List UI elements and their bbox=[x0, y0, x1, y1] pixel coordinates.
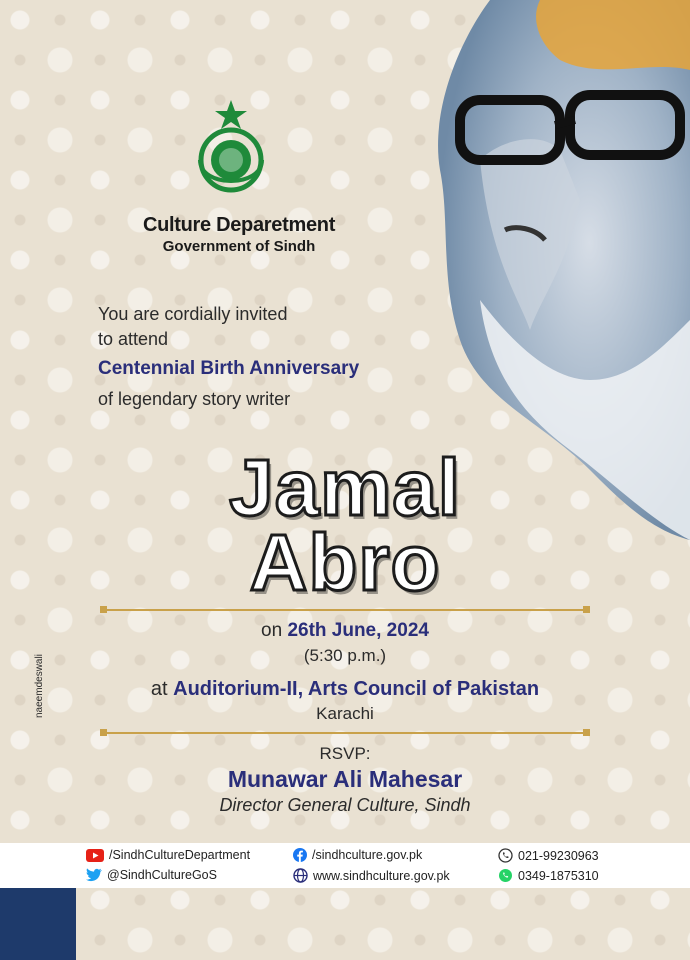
phone-number: 021-99230963 bbox=[518, 848, 599, 863]
facebook-icon bbox=[293, 848, 307, 862]
event-date: 26th June, 2024 bbox=[287, 620, 429, 641]
whatsapp-icon bbox=[498, 868, 513, 883]
whatsapp-number: 0349-1875310 bbox=[518, 868, 599, 883]
honoree-first-name: Jamal bbox=[229, 443, 461, 532]
globe-icon bbox=[293, 868, 308, 883]
rsvp-name: Munawar Ali Mahesar bbox=[227, 766, 463, 792]
invite-line-4: of legendary story writer bbox=[98, 389, 291, 409]
honoree-last-name: Abro bbox=[249, 518, 441, 607]
org-subtitle: Government of Sindh bbox=[162, 238, 316, 255]
youtube-handle: /SindhCultureDepartment bbox=[109, 848, 251, 862]
event-venue-line bbox=[0, 678, 690, 701]
footer bbox=[0, 843, 690, 960]
footer-corner-block bbox=[0, 888, 76, 960]
invite-line-2: to attend bbox=[98, 329, 169, 349]
facebook-link[interactable] bbox=[293, 848, 422, 862]
star-icon bbox=[215, 100, 247, 129]
designer-credit: naeemdeswali bbox=[34, 654, 45, 718]
logo-emblem bbox=[188, 98, 274, 202]
date-prefix: on bbox=[261, 620, 283, 641]
website-url: www.sindhculture.gov.pk bbox=[313, 868, 450, 883]
divider-bottom bbox=[100, 732, 590, 734]
phone-icon bbox=[498, 848, 513, 863]
event-city: Karachi bbox=[316, 704, 374, 723]
rsvp-title: Director General Culture, Sindh bbox=[219, 795, 471, 815]
venue-prefix: at bbox=[150, 678, 168, 700]
divider-top bbox=[100, 609, 590, 611]
twitter-link[interactable] bbox=[86, 868, 217, 882]
event-date-line bbox=[0, 620, 690, 642]
phone-link[interactable] bbox=[498, 848, 599, 863]
twitter-handle: @SindhCultureGoS bbox=[107, 868, 217, 882]
facebook-handle: /sindhculture.gov.pk bbox=[312, 848, 423, 862]
event-time: (5:30 p.m.) bbox=[303, 646, 387, 665]
org-name: Culture Deparetment bbox=[142, 214, 336, 236]
twitter-icon bbox=[86, 868, 102, 882]
occasion-title: Centennial Birth Anniversary bbox=[98, 358, 360, 379]
website-link[interactable] bbox=[293, 868, 450, 883]
whatsapp-link[interactable] bbox=[498, 868, 599, 883]
youtube-icon bbox=[86, 849, 104, 862]
rsvp-label: RSVP: bbox=[319, 744, 371, 763]
event-venue: Auditorium-II, Arts Council of Pakistan bbox=[173, 678, 540, 700]
youtube-link[interactable] bbox=[86, 848, 250, 862]
invite-line-1: You are cordially invited bbox=[98, 304, 288, 324]
